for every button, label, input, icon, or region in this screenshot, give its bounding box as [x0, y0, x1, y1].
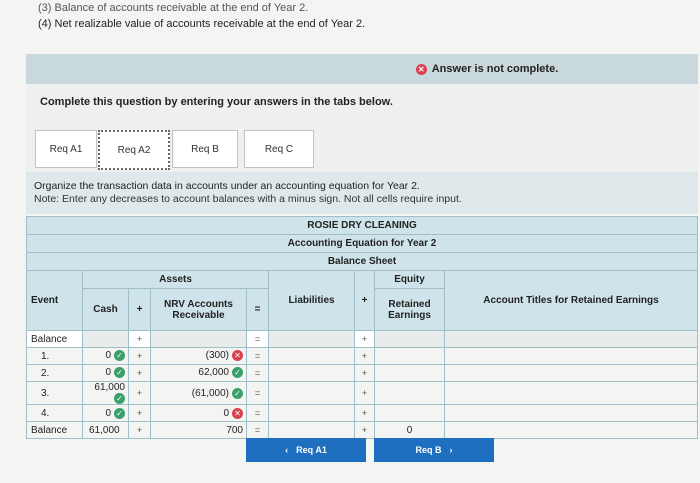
nrv-total: 700	[151, 422, 247, 439]
account-title-cell	[445, 331, 698, 348]
event-label: Balance	[27, 331, 83, 348]
table-row: Balance 61,000 + 700 = + 0	[27, 422, 698, 439]
cash-input[interactable]: 0 ✓	[83, 348, 129, 365]
answer-status-text: Answer is not complete.	[431, 63, 559, 75]
event-label: 4.	[27, 405, 83, 422]
account-title-select[interactable]	[445, 405, 698, 422]
account-title-select[interactable]	[445, 382, 698, 405]
retained-earnings-total: 0	[375, 422, 445, 439]
table-subtitle: Accounting Equation for Year 2	[27, 235, 698, 253]
event-label: 2.	[27, 365, 83, 382]
account-title-select[interactable]	[445, 348, 698, 365]
tab-req-a2[interactable]: Req A2	[98, 130, 170, 170]
correct-icon: ✓	[232, 388, 243, 399]
balance-sheet-label: Balance Sheet	[27, 253, 698, 271]
prev-req-button[interactable]	[246, 438, 366, 462]
nrv-input[interactable]: 0 ✕	[151, 405, 247, 422]
retained-earnings-input[interactable]	[375, 405, 445, 422]
correct-icon: ✓	[114, 367, 125, 378]
accounting-equation-table	[26, 216, 698, 439]
liabilities-input[interactable]	[269, 405, 355, 422]
account-title-select[interactable]	[445, 365, 698, 382]
correct-icon: ✓	[114, 350, 125, 361]
account-title-cell	[445, 422, 698, 439]
description-line-2: Note: Enter any decreases to account balances with a minus sign. Not all cells require input.	[34, 193, 462, 205]
event-label: Balance	[27, 422, 83, 439]
instruction-text: Complete this question by entering your answers in the tabs below.	[40, 96, 393, 108]
question-line-3: (3) Balance of accounts receivable at the end of Year 2.	[38, 2, 309, 14]
chevron-left-icon: ‹	[285, 445, 289, 455]
chevron-right-icon: ›	[449, 445, 453, 455]
liabilities-cell	[269, 331, 355, 348]
nrv-input[interactable]: (61,000) ✓	[151, 382, 247, 405]
requirement-description	[26, 172, 698, 214]
cash-input[interactable]: 0 ✓	[83, 365, 129, 382]
retained-earnings-input[interactable]	[375, 382, 445, 405]
next-req-label: Req B	[415, 445, 442, 455]
liabilities-header: Liabilities	[269, 271, 355, 331]
event-label: 3.	[27, 382, 83, 405]
description-line-1: Organize the transaction data in accounts under an accounting equation for Year 2.	[34, 180, 420, 192]
instruction-box	[26, 84, 698, 120]
retained-earnings-header: Retained Earnings	[375, 289, 445, 331]
question-line-4: (4) Net realizable value of accounts receivable at the end of Year 2.	[38, 18, 366, 30]
answer-status-banner	[26, 54, 698, 84]
correct-icon: ✓	[114, 393, 125, 404]
tab-req-c[interactable]: Req C	[244, 130, 314, 168]
table-row: 3. 61,000✓ + (61,000) ✓ = +	[27, 382, 698, 405]
table-row: 2. 0 ✓ + 62,000 ✓ = +	[27, 365, 698, 382]
account-titles-header: Account Titles for Retained Earnings	[445, 271, 698, 331]
liabilities-input[interactable]	[269, 348, 355, 365]
incorrect-icon: ✕	[232, 350, 243, 361]
event-label: 1.	[27, 348, 83, 365]
incorrect-icon: ✕	[416, 64, 427, 75]
retained-earnings-input[interactable]	[375, 348, 445, 365]
nrv-cell	[151, 331, 247, 348]
table-row: 1. 0 ✓ + (300) ✕ = +	[27, 348, 698, 365]
liabilities-total	[269, 422, 355, 439]
table-row: Balance + = +	[27, 331, 698, 348]
nrv-input[interactable]: (300) ✕	[151, 348, 247, 365]
nrv-input[interactable]: 62,000 ✓	[151, 365, 247, 382]
retained-earnings-input[interactable]	[375, 365, 445, 382]
assets-header: Assets	[83, 271, 269, 289]
cash-header: Cash	[83, 289, 129, 331]
tab-bar	[26, 120, 698, 172]
event-header: Event	[27, 271, 83, 331]
plus-sign: +	[355, 271, 375, 331]
next-req-button[interactable]	[374, 438, 494, 462]
equity-header: Equity	[375, 271, 445, 289]
nrv-header: NRV Accounts Receivable	[151, 289, 247, 331]
equals-sign: =	[247, 289, 269, 331]
incorrect-icon: ✕	[232, 408, 243, 419]
cash-cell	[83, 331, 129, 348]
liabilities-input[interactable]	[269, 365, 355, 382]
company-name: ROSIE DRY CLEANING	[27, 217, 698, 235]
plus-sign: +	[129, 289, 151, 331]
cash-input[interactable]: 61,000✓	[83, 382, 129, 405]
cash-total: 61,000	[83, 422, 129, 439]
table-row: 4. 0 ✓ + 0 ✕ = +	[27, 405, 698, 422]
prev-req-label: Req A1	[296, 445, 327, 455]
correct-icon: ✓	[232, 367, 243, 378]
retained-earnings-cell	[375, 331, 445, 348]
liabilities-input[interactable]	[269, 382, 355, 405]
cash-input[interactable]: 0 ✓	[83, 405, 129, 422]
tab-req-a1[interactable]: Req A1	[35, 130, 97, 168]
tab-req-b[interactable]: Req B	[172, 130, 238, 168]
correct-icon: ✓	[114, 408, 125, 419]
